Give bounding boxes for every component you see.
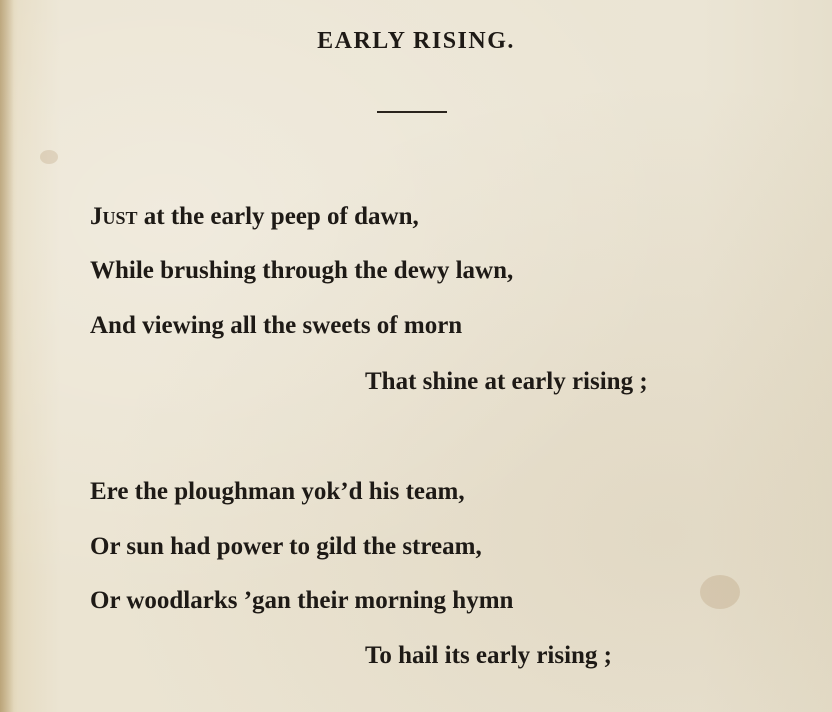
poem-line (90, 202, 419, 232)
page-edge-shadow (0, 0, 14, 712)
line-text: at the early peep of dawn, (137, 203, 419, 230)
poem-line: Or sun had power to gild the stream, (90, 533, 482, 560)
poem-line: And viewing all the sweets of morn (90, 312, 463, 339)
title-rule (377, 111, 447, 113)
foxing-stain (40, 150, 58, 164)
poem-line: While brushing through the dewy lawn, (90, 257, 514, 284)
poem-line: Or woodlarks ’gan their morning hymn (90, 587, 514, 614)
poem-title: EARLY RISING. (317, 28, 515, 54)
poem-line: Ere the ploughman yok’d his team, (90, 478, 465, 505)
foxing-stain (700, 575, 740, 609)
poem-line: To hail its early rising ; (365, 642, 613, 669)
drop-word: Just (90, 203, 138, 230)
poem-line: That shine at early rising ; (365, 368, 648, 395)
